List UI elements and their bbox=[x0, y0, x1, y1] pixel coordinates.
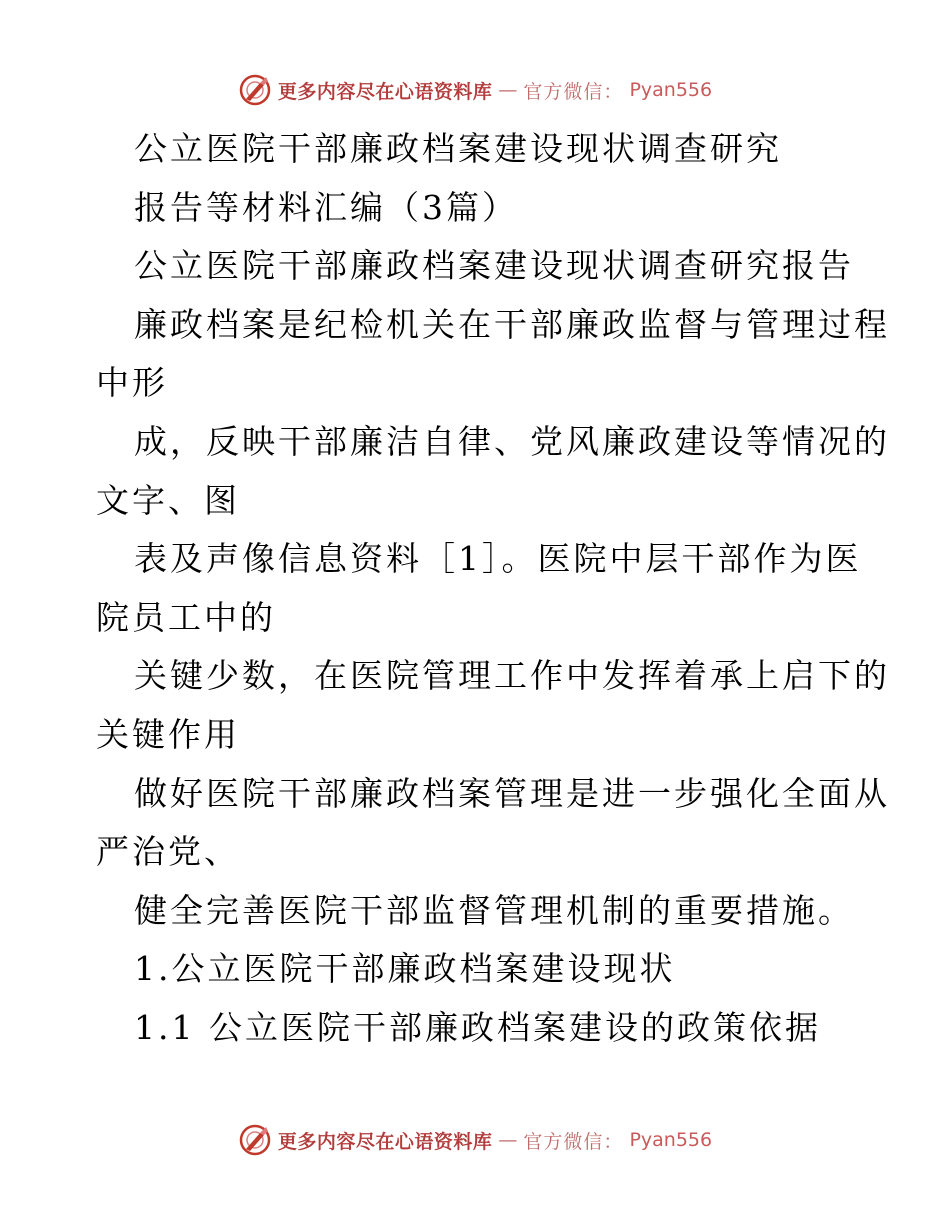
page-header-banner bbox=[0, 70, 950, 110]
text-line: 公立医院干部廉政档案建设现状调查研究报告 bbox=[134, 246, 854, 286]
header-banner-text: 更多内容尽在心语资料库 bbox=[277, 80, 493, 103]
text-line: 文字、图 bbox=[96, 480, 240, 520]
text-line: 做好医院干部廉政档案管理是进一步强化全面从 bbox=[134, 773, 890, 813]
text-line: 关键作用 bbox=[96, 714, 240, 754]
text-line: 关键少数，在医院管理工作中发挥着承上启下的 bbox=[134, 656, 890, 696]
header-banner-dash: — bbox=[498, 79, 518, 101]
text-line: 健全完善医院干部监督管理机制的重要措施。 bbox=[134, 890, 854, 930]
footer-banner-text: 更多内容尽在心语资料库 bbox=[277, 1130, 493, 1153]
text-line: 中形 bbox=[96, 363, 168, 403]
footer-wechat-id: Pyan556 bbox=[629, 1129, 713, 1151]
text-line: 院员工中的 bbox=[96, 597, 276, 637]
header-wechat-label: 官方微信： bbox=[523, 80, 624, 103]
footer-banner-dash: — bbox=[498, 1129, 518, 1151]
text-line: 1.公立医院干部廉政档案建设现状 bbox=[134, 949, 676, 989]
logo-icon bbox=[238, 73, 272, 107]
footer-wechat-label: 官方微信： bbox=[523, 1130, 624, 1153]
text-line: 报告等材料汇编（3篇） bbox=[134, 187, 518, 227]
page-footer-banner bbox=[0, 1120, 950, 1160]
text-line: 廉政档案是纪检机关在干部廉政监督与管理过程 bbox=[134, 304, 890, 344]
logo-icon bbox=[238, 1123, 272, 1157]
document-body bbox=[96, 120, 890, 1058]
text-line: 表及声像信息资料［1］。医院中层干部作为医 bbox=[134, 539, 862, 579]
text-line: 1.1 公立医院干部廉政档案建设的政策依据 bbox=[134, 1007, 821, 1047]
header-wechat-id: Pyan556 bbox=[629, 79, 713, 101]
text-line: 严治党、 bbox=[96, 832, 240, 872]
text-line: 公立医院干部廉政档案建设现状调查研究 bbox=[134, 129, 782, 168]
text-line: 成，反映干部廉洁自律、党风廉政建设等情况的 bbox=[134, 421, 890, 461]
